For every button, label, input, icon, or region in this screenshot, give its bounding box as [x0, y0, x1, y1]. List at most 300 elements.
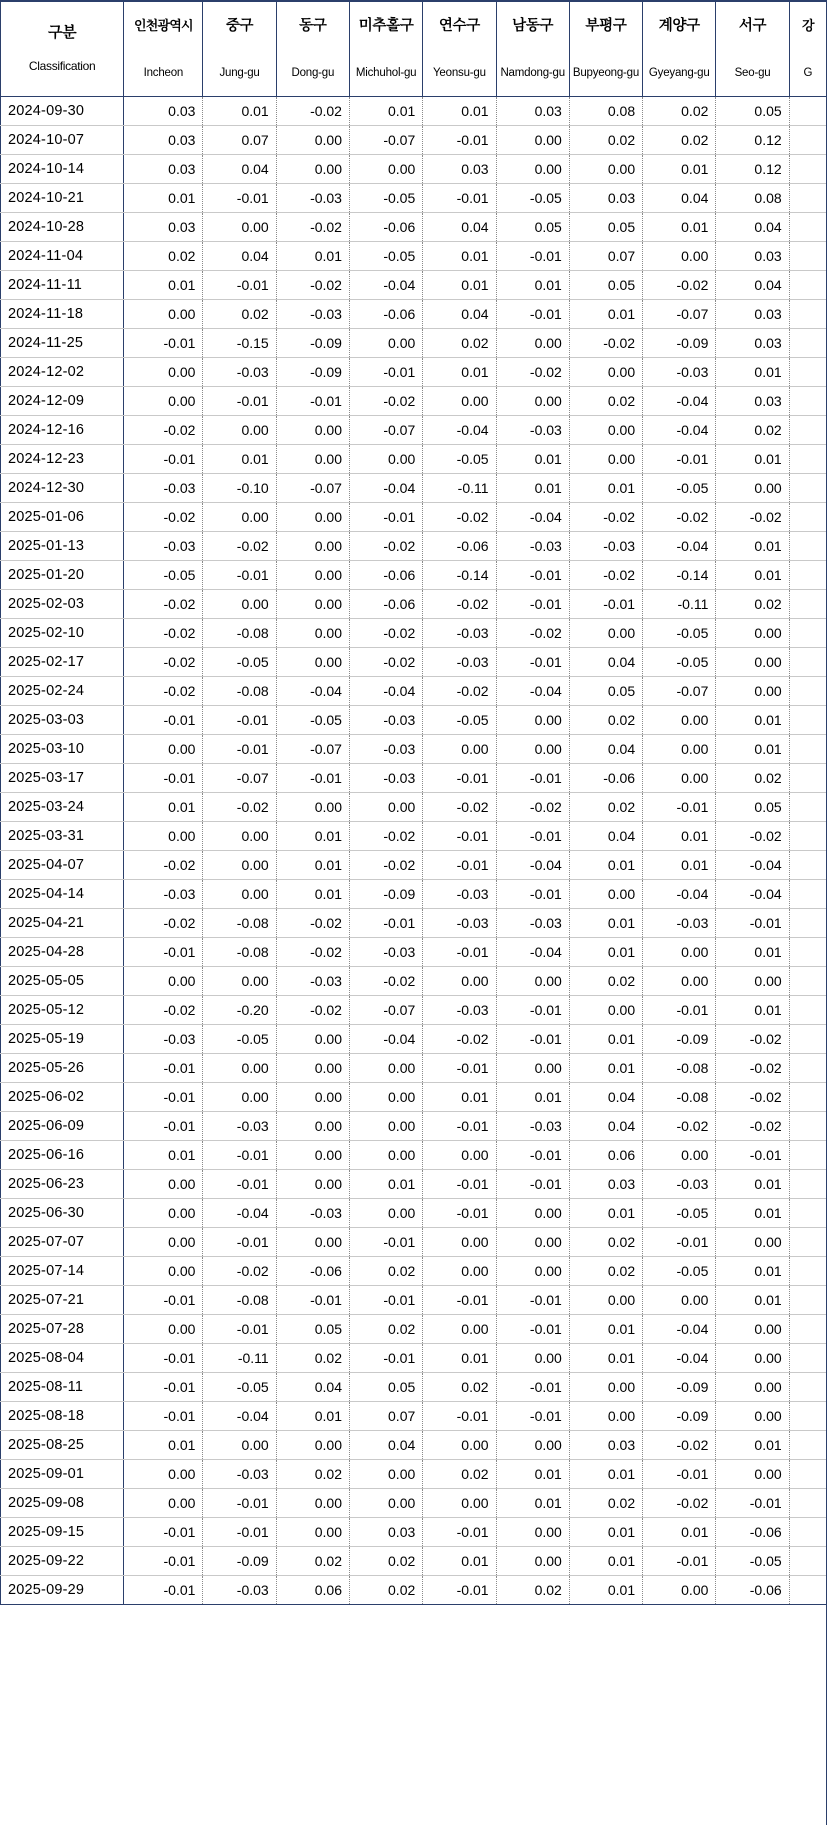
table-row[interactable] [1, 1489, 827, 1518]
row-value[interactable]: 0.04 [423, 213, 496, 242]
row-value[interactable]: -0.05 [496, 184, 569, 213]
row-value[interactable]: 0.03 [124, 97, 203, 126]
row-value[interactable] [789, 851, 826, 880]
row-value[interactable]: -0.04 [496, 677, 569, 706]
row-value[interactable]: 0.00 [569, 445, 642, 474]
row-value[interactable]: -0.08 [203, 1286, 276, 1315]
row-value[interactable]: 0.02 [569, 387, 642, 416]
row-value[interactable]: -0.01 [423, 851, 496, 880]
row-value[interactable]: 0.12 [716, 126, 789, 155]
row-value[interactable]: 0.00 [203, 416, 276, 445]
row-date[interactable]: 2024-10-14 [1, 155, 124, 184]
row-value[interactable]: -0.02 [276, 909, 349, 938]
row-value[interactable]: -0.02 [423, 590, 496, 619]
row-value[interactable]: -0.04 [643, 532, 716, 561]
table-row[interactable] [1, 1373, 827, 1402]
row-date[interactable]: 2025-05-26 [1, 1054, 124, 1083]
row-value[interactable]: -0.05 [423, 445, 496, 474]
row-value[interactable] [789, 271, 826, 300]
row-value[interactable]: -0.02 [124, 503, 203, 532]
row-value[interactable]: 0.01 [203, 97, 276, 126]
row-value[interactable]: 0.00 [569, 996, 642, 1025]
table-row[interactable] [1, 1344, 827, 1373]
row-value[interactable]: 0.04 [643, 184, 716, 213]
row-value[interactable]: -0.02 [643, 1431, 716, 1460]
row-value[interactable]: -0.02 [276, 271, 349, 300]
row-value[interactable]: 0.01 [496, 474, 569, 503]
row-date[interactable]: 2025-07-28 [1, 1315, 124, 1344]
row-value[interactable]: 0.00 [569, 1286, 642, 1315]
row-value[interactable] [789, 1431, 826, 1460]
row-value[interactable]: -0.01 [349, 909, 422, 938]
row-value[interactable]: -0.04 [643, 880, 716, 909]
row-value[interactable]: 0.03 [124, 155, 203, 184]
row-value[interactable]: 0.02 [276, 1460, 349, 1489]
row-value[interactable] [789, 1460, 826, 1489]
row-value[interactable]: -0.02 [349, 822, 422, 851]
row-value[interactable]: 0.01 [423, 1547, 496, 1576]
row-date[interactable]: 2025-05-05 [1, 967, 124, 996]
row-value[interactable]: 0.00 [276, 1518, 349, 1547]
row-value[interactable] [789, 1518, 826, 1547]
row-value[interactable]: -0.05 [423, 706, 496, 735]
row-value[interactable]: -0.01 [124, 1402, 203, 1431]
row-value[interactable]: 0.01 [716, 735, 789, 764]
table-row[interactable] [1, 1025, 827, 1054]
table-row[interactable] [1, 1054, 827, 1083]
row-value[interactable]: 0.00 [423, 967, 496, 996]
row-value[interactable]: 0.00 [349, 1460, 422, 1489]
row-value[interactable]: 0.00 [124, 1315, 203, 1344]
row-value[interactable]: -0.03 [203, 1576, 276, 1605]
row-value[interactable]: -0.02 [496, 619, 569, 648]
row-value[interactable]: -0.02 [124, 851, 203, 880]
row-value[interactable]: -0.01 [203, 1489, 276, 1518]
row-value[interactable]: 0.01 [423, 1083, 496, 1112]
row-value[interactable] [789, 764, 826, 793]
row-value[interactable]: -0.03 [569, 532, 642, 561]
row-date[interactable]: 2024-12-16 [1, 416, 124, 445]
row-value[interactable]: -0.01 [643, 445, 716, 474]
table-row[interactable] [1, 880, 827, 909]
row-value[interactable] [789, 561, 826, 590]
table-row[interactable] [1, 1460, 827, 1489]
row-value[interactable]: 0.05 [569, 271, 642, 300]
row-value[interactable]: -0.04 [716, 851, 789, 880]
row-value[interactable]: -0.01 [203, 271, 276, 300]
row-value[interactable]: 0.00 [643, 1286, 716, 1315]
row-value[interactable]: 0.01 [716, 1286, 789, 1315]
row-value[interactable]: -0.03 [423, 619, 496, 648]
row-value[interactable]: 0.00 [124, 1199, 203, 1228]
row-value[interactable]: -0.01 [423, 1054, 496, 1083]
row-value[interactable]: -0.01 [349, 1344, 422, 1373]
row-value[interactable]: -0.02 [124, 416, 203, 445]
row-value[interactable] [789, 1315, 826, 1344]
row-date[interactable]: 2024-12-02 [1, 358, 124, 387]
row-value[interactable]: 0.01 [716, 532, 789, 561]
row-value[interactable]: 0.08 [716, 184, 789, 213]
row-value[interactable]: -0.02 [716, 1025, 789, 1054]
row-value[interactable]: -0.02 [423, 677, 496, 706]
row-value[interactable]: 0.01 [276, 851, 349, 880]
row-value[interactable]: -0.01 [496, 1286, 569, 1315]
header-michuhol-gu-kr[interactable]: 미추홀구 [349, 1, 422, 50]
row-date[interactable]: 2024-11-18 [1, 300, 124, 329]
row-value[interactable]: 0.00 [496, 1257, 569, 1286]
row-value[interactable]: -0.07 [276, 735, 349, 764]
header-namdong-gu-en[interactable] [496, 50, 569, 97]
row-value[interactable]: 0.01 [569, 851, 642, 880]
table-row[interactable] [1, 213, 827, 242]
row-value[interactable]: -0.01 [423, 1286, 496, 1315]
table-row[interactable] [1, 1576, 827, 1605]
row-value[interactable]: 0.01 [569, 1054, 642, 1083]
row-value[interactable]: -0.02 [643, 1112, 716, 1141]
row-value[interactable]: 0.02 [349, 1315, 422, 1344]
row-value[interactable]: -0.04 [203, 1199, 276, 1228]
row-value[interactable]: 0.00 [276, 561, 349, 590]
row-value[interactable]: 0.05 [276, 1315, 349, 1344]
row-value[interactable]: -0.01 [124, 1576, 203, 1605]
row-value[interactable]: 0.00 [569, 1402, 642, 1431]
row-value[interactable]: -0.05 [643, 648, 716, 677]
row-value[interactable]: 0.00 [496, 1344, 569, 1373]
row-value[interactable]: -0.02 [124, 619, 203, 648]
row-value[interactable] [789, 242, 826, 271]
row-value[interactable]: -0.05 [643, 1257, 716, 1286]
row-value[interactable]: 0.00 [349, 1083, 422, 1112]
header-next-gu-kr[interactable]: 강 [789, 1, 826, 50]
row-value[interactable]: 0.02 [643, 97, 716, 126]
row-value[interactable]: -0.06 [349, 590, 422, 619]
table-row[interactable] [1, 184, 827, 213]
row-value[interactable]: 0.05 [716, 793, 789, 822]
table-row[interactable] [1, 1315, 827, 1344]
row-value[interactable]: -0.03 [124, 532, 203, 561]
row-value[interactable] [789, 1344, 826, 1373]
row-value[interactable]: -0.01 [124, 938, 203, 967]
row-value[interactable]: -0.08 [203, 938, 276, 967]
row-value[interactable]: -0.09 [643, 1402, 716, 1431]
row-value[interactable]: 0.00 [349, 445, 422, 474]
row-value[interactable]: -0.01 [203, 735, 276, 764]
table-row[interactable] [1, 996, 827, 1025]
row-value[interactable]: -0.05 [276, 706, 349, 735]
row-value[interactable]: -0.05 [643, 1199, 716, 1228]
row-value[interactable]: -0.02 [496, 358, 569, 387]
row-value[interactable] [789, 387, 826, 416]
row-value[interactable]: -0.01 [716, 909, 789, 938]
row-value[interactable]: -0.01 [203, 1315, 276, 1344]
row-value[interactable] [789, 619, 826, 648]
row-value[interactable]: 0.04 [569, 735, 642, 764]
row-value[interactable]: 0.01 [276, 242, 349, 271]
row-value[interactable]: -0.01 [496, 1373, 569, 1402]
row-value[interactable]: -0.11 [423, 474, 496, 503]
row-value[interactable]: 0.02 [716, 590, 789, 619]
row-date[interactable]: 2025-06-09 [1, 1112, 124, 1141]
row-value[interactable]: -0.08 [643, 1083, 716, 1112]
row-value[interactable]: 0.00 [124, 822, 203, 851]
row-value[interactable]: -0.01 [203, 706, 276, 735]
row-value[interactable]: 0.04 [203, 155, 276, 184]
row-value[interactable]: -0.01 [203, 561, 276, 590]
row-value[interactable]: 0.00 [423, 1228, 496, 1257]
row-value[interactable]: -0.03 [423, 909, 496, 938]
row-date[interactable]: 2024-11-04 [1, 242, 124, 271]
header-incheon-en[interactable] [124, 50, 203, 97]
row-value[interactable]: 0.00 [124, 358, 203, 387]
row-value[interactable]: -0.01 [276, 387, 349, 416]
row-value[interactable]: 0.00 [203, 1054, 276, 1083]
row-value[interactable]: 0.00 [276, 1228, 349, 1257]
row-value[interactable] [789, 1547, 826, 1576]
row-value[interactable]: -0.02 [716, 1054, 789, 1083]
row-value[interactable]: 0.03 [716, 329, 789, 358]
row-value[interactable]: 0.03 [569, 1431, 642, 1460]
row-value[interactable]: -0.03 [124, 880, 203, 909]
row-value[interactable]: -0.01 [423, 938, 496, 967]
row-value[interactable]: 0.01 [569, 909, 642, 938]
row-value[interactable]: 0.00 [569, 880, 642, 909]
row-value[interactable] [789, 938, 826, 967]
row-value[interactable]: -0.01 [124, 764, 203, 793]
row-date[interactable]: 2025-04-07 [1, 851, 124, 880]
table-row[interactable] [1, 1431, 827, 1460]
row-value[interactable] [789, 1402, 826, 1431]
row-value[interactable]: -0.01 [496, 1402, 569, 1431]
row-value[interactable]: 0.00 [349, 1112, 422, 1141]
row-value[interactable]: 0.02 [349, 1257, 422, 1286]
row-value[interactable]: -0.01 [496, 242, 569, 271]
row-value[interactable] [789, 706, 826, 735]
row-value[interactable]: 0.00 [716, 967, 789, 996]
row-value[interactable]: -0.03 [124, 1025, 203, 1054]
row-value[interactable] [789, 822, 826, 851]
row-value[interactable]: 0.00 [124, 1257, 203, 1286]
row-date[interactable]: 2025-08-04 [1, 1344, 124, 1373]
row-value[interactable]: 0.05 [569, 677, 642, 706]
row-value[interactable]: -0.02 [423, 1025, 496, 1054]
row-value[interactable]: 0.01 [124, 1141, 203, 1170]
row-value[interactable]: 0.04 [423, 300, 496, 329]
header-gyeyang-gu-en[interactable] [643, 50, 716, 97]
row-value[interactable]: 0.00 [496, 387, 569, 416]
row-value[interactable]: -0.01 [124, 1518, 203, 1547]
row-date[interactable]: 2025-04-14 [1, 880, 124, 909]
row-value[interactable]: 0.00 [124, 967, 203, 996]
header-yeonsu-gu-en[interactable] [423, 50, 496, 97]
table-row[interactable] [1, 155, 827, 184]
row-value[interactable] [789, 184, 826, 213]
row-value[interactable]: -0.04 [203, 1402, 276, 1431]
row-value[interactable]: 0.01 [569, 1518, 642, 1547]
row-value[interactable]: 0.02 [643, 126, 716, 155]
row-value[interactable]: 0.01 [496, 1460, 569, 1489]
table-row[interactable] [1, 648, 827, 677]
row-value[interactable]: -0.03 [423, 648, 496, 677]
row-value[interactable]: 0.02 [349, 1547, 422, 1576]
row-value[interactable]: -0.04 [276, 677, 349, 706]
table-row[interactable] [1, 329, 827, 358]
header-next-gu-en[interactable] [789, 50, 826, 97]
row-value[interactable] [789, 416, 826, 445]
row-date[interactable]: 2025-08-18 [1, 1402, 124, 1431]
row-value[interactable]: -0.05 [203, 1373, 276, 1402]
row-value[interactable]: 0.02 [496, 1576, 569, 1605]
row-value[interactable] [789, 880, 826, 909]
row-value[interactable]: 0.02 [203, 300, 276, 329]
row-value[interactable]: 0.00 [716, 1228, 789, 1257]
table-row[interactable] [1, 1141, 827, 1170]
row-date[interactable]: 2024-10-07 [1, 126, 124, 155]
row-value[interactable]: 0.01 [716, 1431, 789, 1460]
row-value[interactable]: 0.05 [496, 213, 569, 242]
row-value[interactable]: 0.04 [569, 822, 642, 851]
row-value[interactable]: 0.00 [569, 1373, 642, 1402]
row-value[interactable]: -0.09 [643, 1025, 716, 1054]
row-value[interactable]: 0.01 [203, 445, 276, 474]
row-value[interactable]: -0.03 [203, 1112, 276, 1141]
row-value[interactable] [789, 329, 826, 358]
row-value[interactable]: -0.20 [203, 996, 276, 1025]
row-value[interactable] [789, 445, 826, 474]
row-value[interactable]: 0.01 [569, 1547, 642, 1576]
row-value[interactable]: 0.00 [124, 735, 203, 764]
row-value[interactable]: 0.01 [716, 1199, 789, 1228]
row-value[interactable]: -0.02 [203, 532, 276, 561]
table-row[interactable] [1, 561, 827, 590]
table-row[interactable] [1, 387, 827, 416]
row-value[interactable]: -0.01 [276, 1286, 349, 1315]
row-value[interactable]: 0.01 [124, 271, 203, 300]
row-value[interactable]: 0.00 [203, 503, 276, 532]
row-value[interactable]: 0.01 [569, 474, 642, 503]
row-value[interactable]: 0.00 [349, 1199, 422, 1228]
row-value[interactable]: 0.01 [643, 851, 716, 880]
row-value[interactable]: 0.01 [569, 1344, 642, 1373]
table-row[interactable] [1, 1518, 827, 1547]
row-value[interactable]: -0.07 [643, 300, 716, 329]
header-incheon-kr[interactable]: 인천광역시 [124, 1, 203, 50]
row-value[interactable]: 0.00 [643, 735, 716, 764]
row-value[interactable]: -0.06 [349, 213, 422, 242]
row-value[interactable]: 0.01 [716, 358, 789, 387]
row-value[interactable]: -0.01 [496, 1170, 569, 1199]
header-dong-gu-en[interactable] [276, 50, 349, 97]
row-value[interactable]: -0.01 [124, 1112, 203, 1141]
row-value[interactable]: -0.01 [124, 1344, 203, 1373]
row-value[interactable]: -0.01 [124, 1547, 203, 1576]
row-value[interactable]: 0.04 [569, 1083, 642, 1112]
row-value[interactable] [789, 97, 826, 126]
row-value[interactable]: -0.01 [203, 1518, 276, 1547]
row-value[interactable]: -0.02 [276, 938, 349, 967]
row-value[interactable]: 0.00 [349, 1054, 422, 1083]
row-value[interactable]: -0.01 [423, 1402, 496, 1431]
table-row[interactable] [1, 242, 827, 271]
row-value[interactable]: -0.01 [203, 1141, 276, 1170]
row-value[interactable]: 0.01 [423, 271, 496, 300]
row-value[interactable]: -0.05 [716, 1547, 789, 1576]
row-value[interactable] [789, 126, 826, 155]
row-value[interactable]: -0.02 [124, 648, 203, 677]
row-value[interactable]: 0.01 [716, 1257, 789, 1286]
row-value[interactable] [789, 1373, 826, 1402]
row-value[interactable]: -0.02 [496, 793, 569, 822]
row-value[interactable]: 0.00 [276, 532, 349, 561]
row-value[interactable]: -0.02 [716, 1112, 789, 1141]
row-value[interactable]: 0.00 [203, 822, 276, 851]
row-value[interactable]: -0.03 [496, 416, 569, 445]
row-date[interactable]: 2025-03-10 [1, 735, 124, 764]
table-row[interactable] [1, 967, 827, 996]
row-value[interactable]: 0.08 [569, 97, 642, 126]
row-value[interactable] [789, 735, 826, 764]
row-value[interactable]: 0.00 [349, 793, 422, 822]
row-value[interactable]: -0.02 [569, 329, 642, 358]
table-row[interactable] [1, 677, 827, 706]
row-value[interactable]: 0.03 [124, 126, 203, 155]
row-date[interactable]: 2025-03-24 [1, 793, 124, 822]
row-value[interactable] [789, 1054, 826, 1083]
row-value[interactable]: 0.01 [496, 271, 569, 300]
header-seo-gu-kr[interactable]: 서구 [716, 1, 789, 50]
row-value[interactable] [789, 1286, 826, 1315]
row-value[interactable]: -0.04 [643, 387, 716, 416]
row-value[interactable]: -0.01 [643, 793, 716, 822]
row-value[interactable]: 0.04 [569, 648, 642, 677]
row-value[interactable]: -0.02 [716, 503, 789, 532]
row-value[interactable]: 0.00 [124, 300, 203, 329]
row-value[interactable]: 0.00 [276, 590, 349, 619]
row-date[interactable]: 2025-08-25 [1, 1431, 124, 1460]
row-value[interactable]: 0.00 [643, 242, 716, 271]
row-value[interactable]: 0.00 [276, 155, 349, 184]
row-value[interactable] [789, 1141, 826, 1170]
row-value[interactable]: -0.04 [496, 938, 569, 967]
table-row[interactable] [1, 271, 827, 300]
row-value[interactable]: -0.02 [124, 590, 203, 619]
row-value[interactable]: -0.02 [716, 1083, 789, 1112]
table-row[interactable] [1, 938, 827, 967]
row-value[interactable]: 0.02 [124, 242, 203, 271]
table-row[interactable] [1, 1228, 827, 1257]
row-value[interactable]: 0.00 [496, 967, 569, 996]
row-value[interactable] [789, 358, 826, 387]
row-value[interactable]: 0.02 [716, 764, 789, 793]
row-value[interactable]: -0.03 [423, 880, 496, 909]
row-value[interactable]: -0.01 [423, 184, 496, 213]
row-value[interactable]: -0.01 [349, 1228, 422, 1257]
row-value[interactable]: -0.01 [496, 764, 569, 793]
row-value[interactable]: -0.05 [643, 474, 716, 503]
row-value[interactable]: -0.05 [124, 561, 203, 590]
row-date[interactable]: 2025-05-12 [1, 996, 124, 1025]
row-value[interactable] [789, 1489, 826, 1518]
table-row[interactable] [1, 793, 827, 822]
row-value[interactable]: -0.01 [496, 1141, 569, 1170]
row-value[interactable]: -0.09 [276, 358, 349, 387]
row-value[interactable]: 0.01 [716, 561, 789, 590]
row-value[interactable]: 0.04 [349, 1431, 422, 1460]
table-row[interactable] [1, 706, 827, 735]
row-value[interactable]: 0.01 [423, 97, 496, 126]
row-value[interactable]: 0.00 [716, 474, 789, 503]
row-value[interactable] [789, 155, 826, 184]
row-value[interactable]: 0.00 [643, 764, 716, 793]
